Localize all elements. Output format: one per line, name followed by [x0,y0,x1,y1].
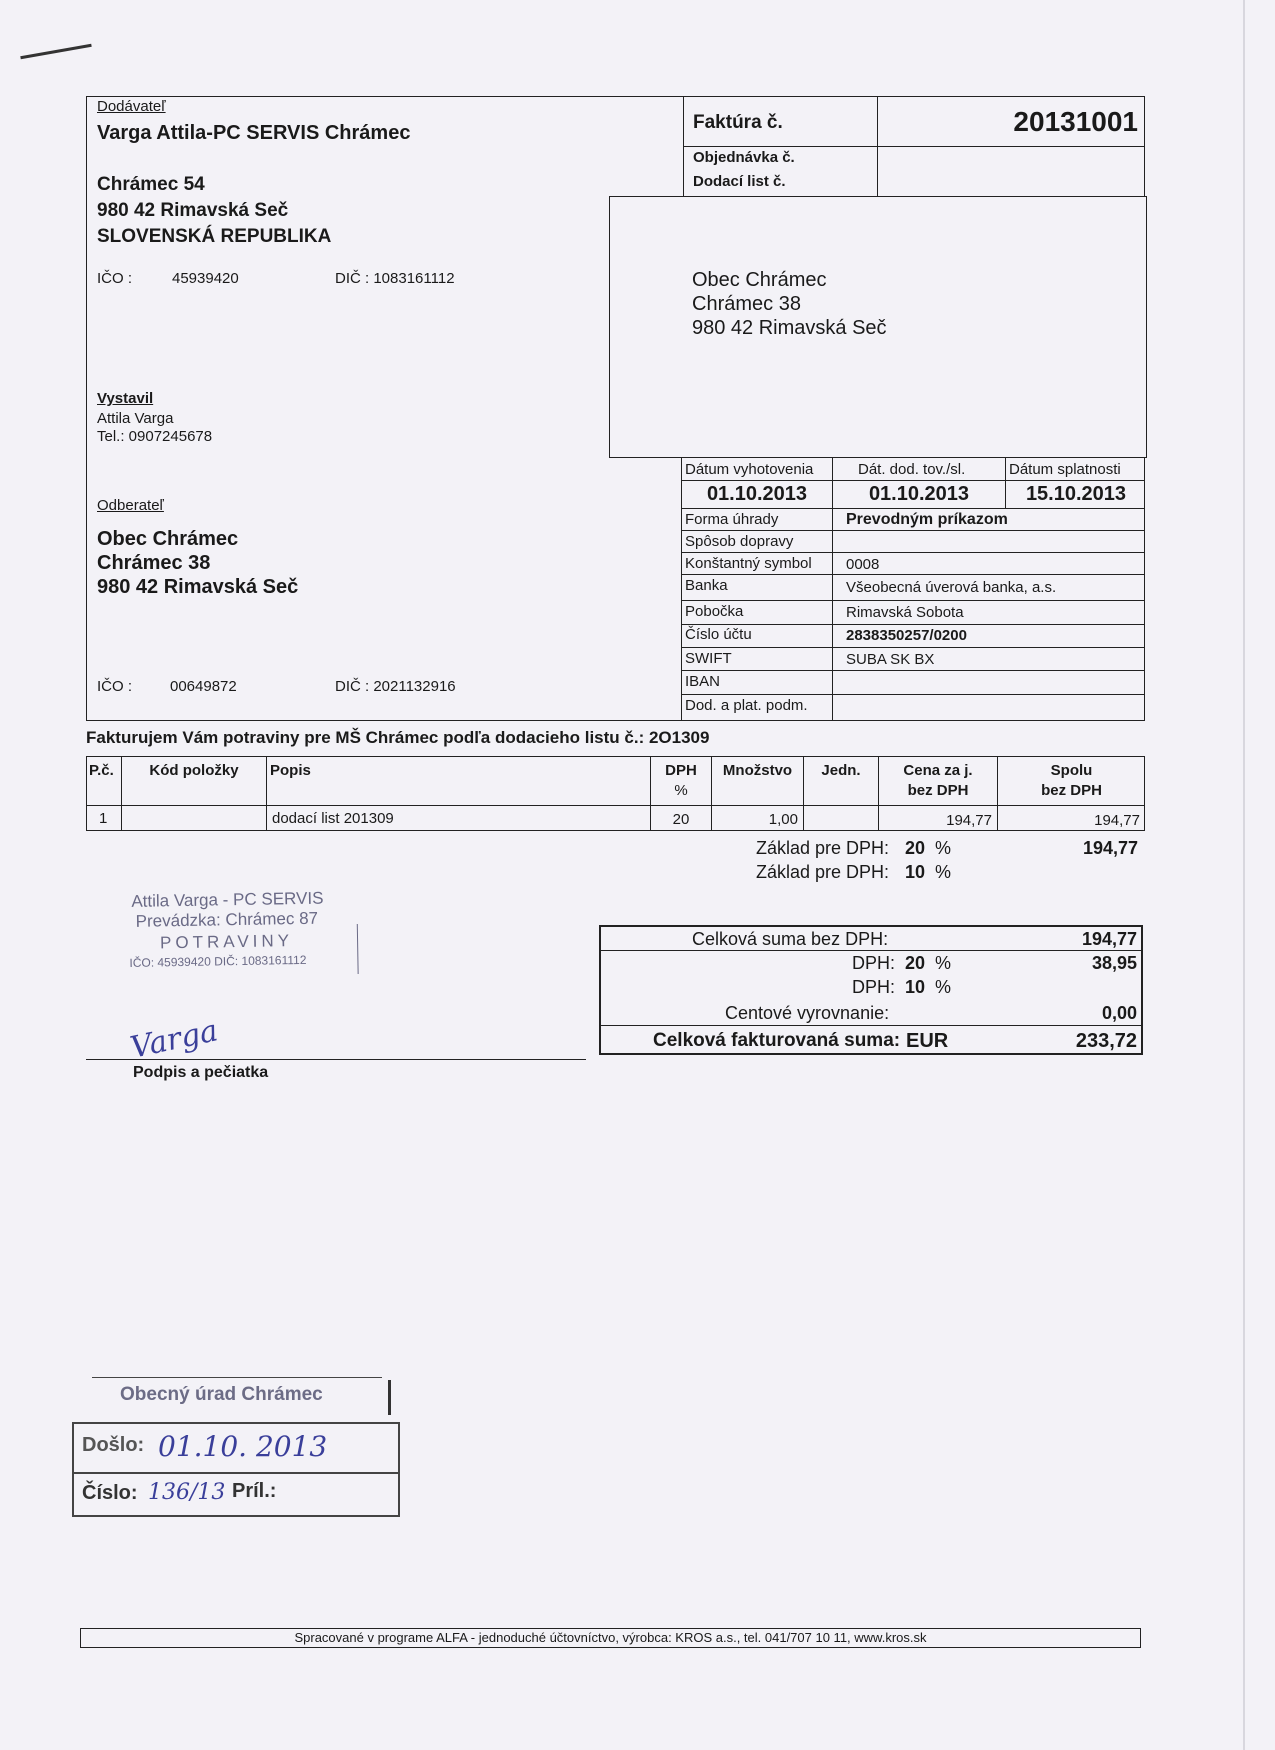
invoice-row-line [683,146,1145,147]
stamp-line4: IČO: 45939420 DIČ: 1083161112 [129,952,307,970]
grand-total-label: Celková fakturovaná suma: [653,1030,901,1051]
vat10-label: DPH: [852,977,896,997]
dates-col-line1 [832,458,833,721]
issued-label: Vystavil [97,390,154,407]
summary-top-line [599,950,1143,951]
account-label: Číslo účtu [685,626,752,643]
bank-label: Banka [685,577,728,594]
pay-line-1 [681,530,1145,531]
payment-form-label: Forma úhrady [685,511,779,528]
swift-value: SUBA SK BX [846,651,935,668]
supplier-label: Dodávateľ [97,98,166,115]
transport-label: Spôsob dopravy [685,533,794,550]
header-code: Kód položky [149,762,239,779]
invoice-number: 20131001 [1013,106,1138,137]
customer-name: Obec Chrámec [97,528,239,550]
stamp-line3: POTRAVINY [159,931,294,953]
row-pc: 1 [99,810,108,827]
window-line2: Chrámec 38 [692,293,801,315]
supplier-country: SLOVENSKÁ REPUBLIKA [97,226,332,247]
registry-number: 136/13 [148,1480,226,1505]
header-pc: P.č. [89,762,114,779]
registry-mid-line [72,1472,400,1474]
registry-received-label: Došlo: [82,1434,145,1456]
supplier-ico: 45939420 [172,270,239,287]
supplier-dic: DIČ : 1083161112 [335,270,455,287]
payment-form-value: Prevodným príkazom [846,511,1008,528]
registry-title: Obecný úrad Chrámec [120,1384,323,1405]
constant-symbol-label: Konštantný symbol [685,555,812,572]
summary-bottom-line [599,1025,1143,1026]
header-price: Cena za j. [903,762,973,779]
page-edge [1243,0,1245,1750]
vat20-label: DPH: [852,953,896,973]
registry-title-line [92,1377,382,1378]
branch-label: Pobočka [685,603,744,620]
invoice-label: Faktúra č. [693,112,783,133]
issue-date-label: Dátum vyhotovenia [685,461,814,478]
registry-right-mark [388,1380,391,1415]
signature-label: Podpis a pečiatka [133,1064,269,1081]
rounding-value: 0,00 [1101,1003,1137,1023]
signature-line [86,1059,586,1060]
header-vat-pct: % [674,782,688,799]
registry-number-label: Číslo: [82,1482,138,1504]
delivery-date: 01.10.2013 [868,483,970,505]
supplier-street: Chrámec 54 [97,174,205,195]
registry-attach-label: Príl.: [232,1480,277,1502]
col-line-2 [266,756,267,831]
customer-dic: DIČ : 2021132916 [335,678,456,695]
dates-value-line [681,508,1145,509]
header-desc: Popis [270,762,311,779]
stamp-bracket [354,924,359,974]
customer-ico: 00649872 [170,678,237,695]
supplier-ico-label: IČO : [97,270,133,287]
customer-city: 980 42 Rimavská Seč [97,576,299,598]
base-pct-10: % [935,862,952,882]
header-qty: Množstvo [722,762,793,779]
header-price-novat: bez DPH [907,782,969,799]
customer-ico-label: IČO : [97,678,133,695]
pay-line-8 [681,694,1145,695]
pay-line-2 [681,552,1145,553]
constant-symbol-value: 0008 [846,556,880,573]
customer-label: Odberateľ [97,497,164,514]
issued-name: Attila Varga [97,410,174,427]
terms-label: Dod. a plat. podm. [685,697,808,714]
delivery-note-label: Dodací list č. [693,173,786,190]
vat10-rate: 10 [905,977,926,997]
delivery-date-label: Dát. dod. tov./sl. [858,461,966,478]
row-price: 194,77 [946,812,992,829]
registry-stamp [70,1372,400,1522]
branch-value: Rimavská Sobota [846,604,964,621]
footer-text: Spracované v programe ALFA - jednoduché účtovníctvo, výrobca: KROS a.s., tel. 041/707 10 11, www.kros.sk [294,1630,927,1645]
registry-received: 01.10. 2013 [158,1430,328,1463]
pay-line-3 [681,574,1145,575]
window-line3: 980 42 Rimavská Seč [692,317,887,339]
dates-header-line [681,480,1145,481]
window-line1: Obec Chrámec [692,269,827,291]
swift-label: SWIFT [685,650,732,667]
order-label: Objednávka č. [693,149,795,166]
supplier-name: Varga Attila-PC SERVIS Chrámec [97,122,411,144]
row-vat: 20 [672,811,690,828]
grand-total-currency: EUR [906,1030,949,1052]
supplier-city: 980 42 Rimavská Seč [97,200,289,221]
table-header-line [86,805,1145,806]
vat20-rate: 20 [905,953,926,973]
bank-value: Všeobecná úverová banka, a.s. [846,579,1057,596]
issue-date: 01.10.2013 [706,483,808,505]
dates-col-line2 [1005,458,1006,508]
header-vat: DPH [665,762,697,779]
pay-line-6 [681,647,1145,648]
header-total: Spolu [1050,762,1093,779]
base-label-20: Základ pre DPH: [756,838,890,858]
row-total: 194,77 [1094,812,1140,829]
account-value: 2838350257/0200 [846,627,967,644]
total-novat-value: 194,77 [1081,929,1137,949]
vat10-pct: % [935,977,952,997]
vat20-pct: % [935,953,952,973]
vat20-value: 38,95 [1091,953,1137,973]
header-total-novat: bez DPH [1041,782,1102,799]
base-rate-10: 10 [905,862,926,882]
rounding-label: Centové vyrovnanie: [725,1003,890,1023]
due-date: 15.10.2013 [1025,483,1127,505]
customer-street: Chrámec 38 [97,552,211,574]
due-date-label: Dátum splatnosti [1009,461,1121,478]
row-desc: dodací list 201309 [272,810,394,827]
pay-line-4 [681,600,1145,601]
iban-label: IBAN [685,673,721,690]
header-unit: Jedn. [821,762,861,779]
grand-total-value: 233,72 [1075,1030,1137,1052]
issued-phone: Tel.: 0907245678 [97,428,213,445]
base-rate-20: 20 [905,838,926,858]
pay-line-7 [681,670,1145,671]
pay-line-5 [681,624,1145,625]
stamp-line1: Attila Varga - PC SERVIS [131,888,324,911]
stamp-line2: Prevádzka: Chrámec 87 [135,908,319,931]
row-qty: 1,00 [768,811,798,828]
total-novat-label: Celková suma bez DPH: [692,929,889,949]
supplier-stamp [125,888,357,987]
dates-left-border [681,458,682,721]
signature-scribble: Varga [127,1013,221,1066]
base-pct-20: % [935,838,952,858]
base-value-20: 194,77 [1082,838,1138,858]
scan-mark [20,44,91,59]
intro-text: Fakturujem Vám potraviny pre MŠ Chrámec podľa dodacieho listu č.: 2O1309 [86,728,710,747]
base-label-10: Základ pre DPH: [756,862,890,882]
